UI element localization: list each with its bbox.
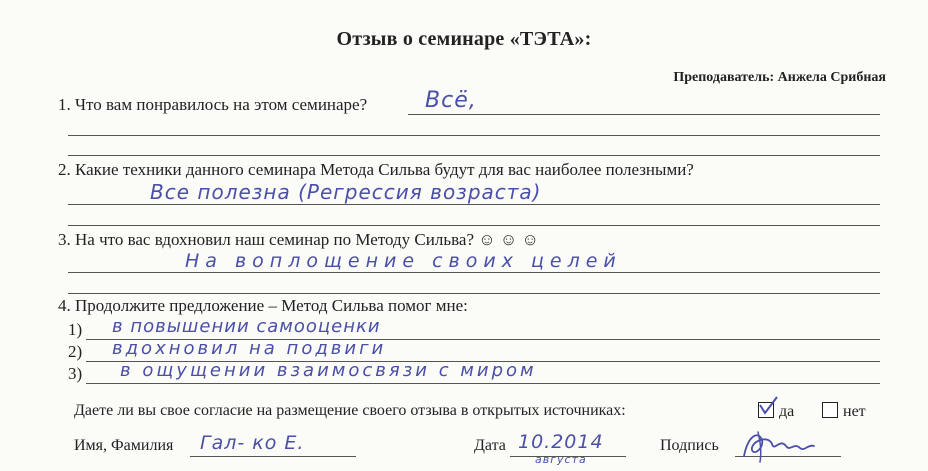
date-line xyxy=(510,456,626,457)
answer-2[interactable]: Все полезна (Регрессия возраста) xyxy=(150,180,542,204)
answer-1[interactable]: Всё, xyxy=(425,88,477,113)
consent-no-label: нет xyxy=(843,403,866,420)
list-number-3: 3) xyxy=(68,364,83,383)
date-label: Дата xyxy=(474,437,506,454)
consent-no-checkbox[interactable] xyxy=(822,402,838,418)
answer-3[interactable]: На воплощение своих целей xyxy=(185,250,622,272)
answer-line xyxy=(68,155,880,156)
consent-question: Даете ли вы свое согласие на размещение своего отзыва в открытых источниках: xyxy=(74,402,626,419)
date-note: августа xyxy=(535,453,587,466)
question-1: 1. Что вам понравилось на этом семинаре? xyxy=(58,95,368,114)
list-number-2: 2) xyxy=(68,342,83,361)
checkmark-icon xyxy=(757,395,779,422)
consent-no-option[interactable] xyxy=(822,402,866,421)
answer-line xyxy=(86,383,880,384)
answer-line xyxy=(68,204,880,205)
signature-label: Подпись xyxy=(660,437,719,454)
answer-4-1[interactable]: в повышении самооценки xyxy=(112,316,381,337)
question-3: 3. На что вас вдохновил наш семинар по Методу Сильва? ☺ ☺ ☺ xyxy=(58,230,539,249)
answer-4-2[interactable]: вдохновил на подвиги xyxy=(112,338,387,359)
answer-4-3[interactable]: в ощущении взаимосвязи с миром xyxy=(120,360,537,381)
name-value[interactable]: Гал- ко Е. xyxy=(200,432,305,454)
consent-yes-label: да xyxy=(779,403,795,420)
answer-line xyxy=(68,293,880,294)
answer-line xyxy=(68,135,880,136)
answer-line xyxy=(408,114,880,115)
question-4: 4. Продолжите предложение – Метод Сильва помог мне: xyxy=(58,296,468,315)
name-label: Имя, Фамилия xyxy=(74,437,174,454)
list-number-1: 1) xyxy=(68,320,83,339)
answer-line xyxy=(68,272,880,273)
name-line xyxy=(190,456,356,457)
question-2: 2. Какие техники данного семинара Метода Сильва будут для вас наиболее полезными? xyxy=(58,160,694,179)
signature-image xyxy=(738,426,818,471)
teacher-line: Преподаватель: Анжела Срибная xyxy=(673,70,886,85)
answer-line xyxy=(68,225,880,226)
form-title: Отзыв о семинаре «ТЭТА»: xyxy=(336,28,592,50)
date-value[interactable]: 10.2014 xyxy=(518,431,604,453)
